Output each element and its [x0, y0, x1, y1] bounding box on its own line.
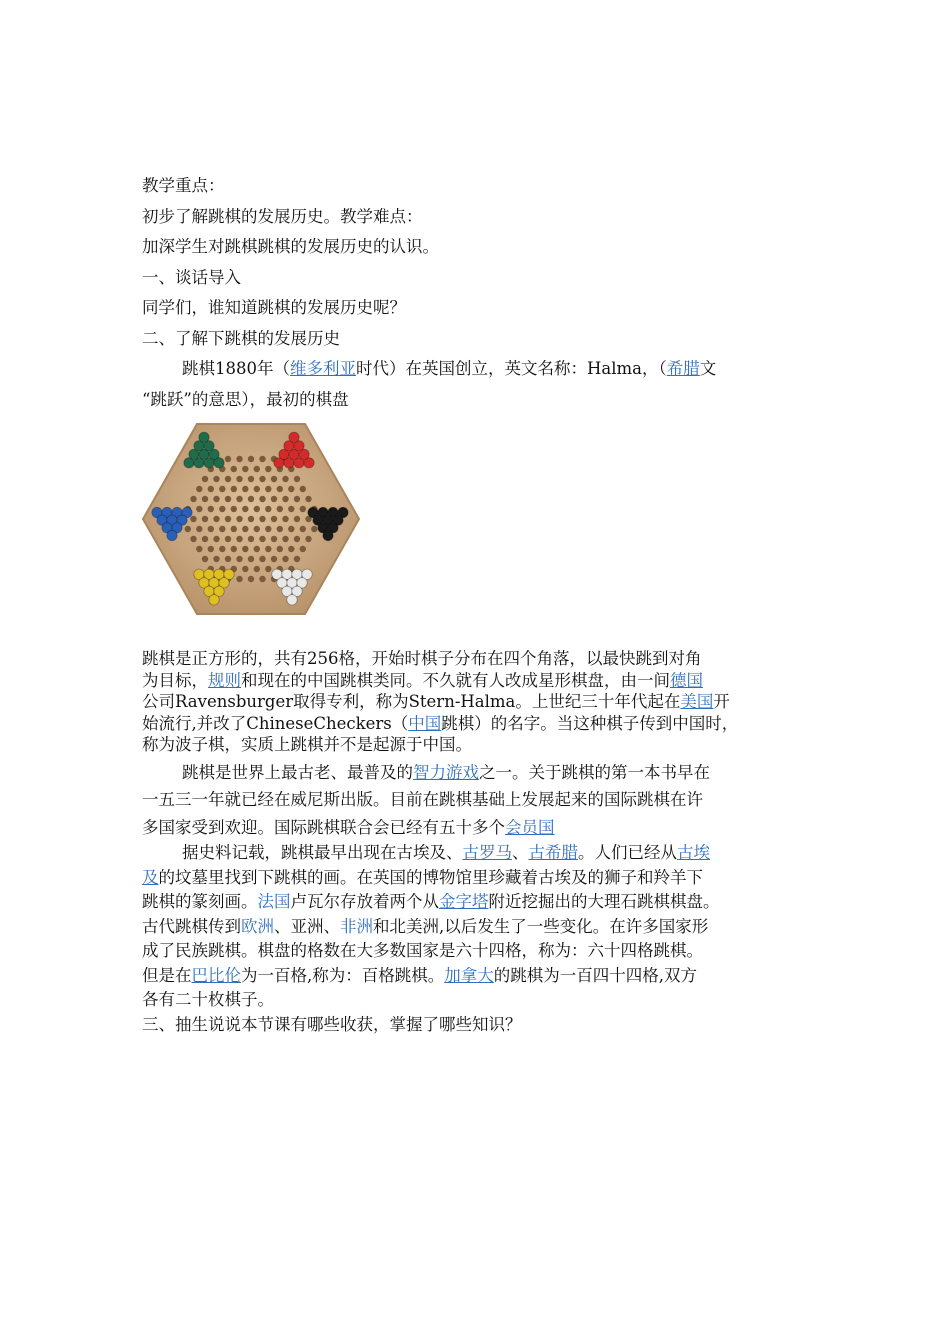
board-hole — [300, 506, 306, 512]
board-hole — [282, 496, 288, 502]
focus-label: 教学重点： — [142, 176, 225, 195]
board-hole — [254, 526, 260, 532]
link-intellectual-games[interactable]: 智力游戏 — [413, 762, 479, 782]
para3-text-b: 、 — [512, 843, 529, 862]
para3-text-m: 的跳棋为一百四十四格,双方 — [493, 965, 697, 985]
board-hole — [277, 546, 283, 552]
board-hole — [277, 526, 283, 532]
board-hole — [213, 476, 219, 482]
board-hole — [294, 476, 300, 482]
para3-line3 — [142, 890, 822, 915]
board-hole — [190, 496, 196, 502]
board-hole — [294, 496, 300, 502]
section2-title: 二、了解下跳棋的发展历史 — [142, 328, 340, 348]
board-hole — [236, 456, 242, 462]
board-hole — [231, 546, 237, 552]
board-hole — [254, 546, 260, 552]
board-hole — [277, 486, 283, 492]
board-hole — [236, 576, 242, 582]
black-piece — [323, 530, 333, 540]
board-hole — [288, 526, 294, 532]
board-hole — [236, 516, 242, 522]
text-africa: 非洲 — [340, 916, 373, 936]
board-hole — [271, 536, 277, 542]
link-babylon[interactable]: 巴比伦 — [191, 965, 241, 985]
red-piece — [289, 432, 299, 442]
board-hole — [213, 496, 219, 502]
para2-line3 — [142, 814, 822, 842]
board-hole — [254, 466, 260, 472]
board-hole — [259, 556, 265, 562]
link-pyramids[interactable]: 金字塔 — [439, 892, 489, 911]
board-hole — [242, 466, 248, 472]
link-usa[interactable]: 美国 — [680, 692, 714, 711]
board-hole — [288, 506, 294, 512]
board-hole — [202, 536, 208, 542]
link-victoria[interactable]: 维多利亚 — [290, 359, 356, 378]
board-hole — [248, 536, 254, 542]
para2-line1 — [142, 759, 822, 787]
board-hole — [202, 516, 208, 522]
para3-text-e: 跳棋的篆刻画。 — [142, 892, 258, 911]
document-body — [142, 171, 822, 1037]
board-hole — [242, 566, 248, 572]
para3-line1 — [142, 841, 822, 866]
para1-line5: 称为波子棋，实质上跳棋并不是起源于中国。 — [142, 735, 472, 754]
section1-question: 同学们，谁知道跳棋的发展历史呢？ — [142, 298, 406, 317]
para1-text-f: 跳棋）的名字。当这种棋子传到中国时， — [441, 713, 739, 733]
board-hole — [208, 506, 214, 512]
intro-line1 — [142, 354, 822, 385]
para3-text-g: 附近挖掘出的大理石跳棋棋盘。 — [488, 892, 720, 911]
link-ancient-egypt-1[interactable]: 古埃 — [677, 843, 710, 862]
board-hole — [202, 496, 208, 502]
board-hole — [248, 476, 254, 482]
para1-text-c: 公司Ravensburger取得专利，称为Stern-Halma。上世纪三十年代起在 — [142, 692, 681, 711]
board-hole — [242, 546, 248, 552]
board-hole — [311, 526, 317, 532]
board-hole — [242, 486, 248, 492]
blue-piece — [167, 530, 177, 540]
board-hole — [248, 516, 254, 522]
green-piece — [199, 432, 209, 442]
board-hole — [236, 536, 242, 542]
board-hole — [225, 476, 231, 482]
board-hole — [294, 516, 300, 522]
board-hole — [225, 516, 231, 522]
text-france: 法国 — [257, 892, 291, 911]
board-hole — [219, 546, 225, 552]
board-hole — [271, 516, 277, 522]
text-europe: 欧洲 — [241, 916, 274, 936]
focus-and-difficulty: 初步了解跳棋的发展历史。教学难点： — [142, 206, 423, 226]
board-hole — [231, 466, 237, 472]
intro-line2: “跳跃”的意思），最初的棋盘 — [142, 389, 349, 409]
board-hole — [190, 516, 196, 522]
board-hole — [225, 536, 231, 542]
para3-line5: 成了民族跳棋。棋盘的格数在大多数国家是六十四格，称为：六十四格跳棋。 — [142, 941, 703, 960]
para2-text-a: 跳棋是世界上最古老、最普及的 — [182, 762, 413, 782]
para3-text-l: 为一百格,称为：百格跳棋。 — [241, 965, 445, 985]
para3-line7: 各有二十枚棋子。 — [142, 990, 274, 1009]
board-hole — [196, 506, 202, 512]
para3-line6 — [142, 964, 822, 989]
para2-text-b: 之一。关于跳棋的第一本书早在 — [479, 762, 710, 782]
section3-title: 三、抽生说说本节课有哪些收获，掌握了哪些知识？ — [142, 1014, 522, 1034]
board-hole — [259, 456, 265, 462]
board-hole — [288, 486, 294, 492]
board-hole — [185, 526, 191, 532]
para1-text-d: 开 — [713, 692, 730, 711]
para3-text-a: 据史料记载，跳棋最早出现在古埃及、 — [182, 843, 463, 862]
board-hole — [259, 576, 265, 582]
link-ancient-egypt-2[interactable]: 及 — [142, 867, 159, 887]
board-hole — [202, 556, 208, 562]
board-hole — [265, 526, 271, 532]
board-hole — [277, 506, 283, 512]
board-hole — [219, 526, 225, 532]
para3-text-i: 、亚洲、 — [274, 916, 340, 936]
board-hole — [282, 516, 288, 522]
para3-text-k: 但是在 — [142, 965, 192, 985]
para2-text-c: 多国家受到欢迎。国际跳棋联合会已经有五十多个 — [142, 817, 505, 837]
para3-text-f: 卢瓦尔存放着两个从 — [290, 892, 439, 911]
difficulty-text: 加深学生对跳棋跳棋的发展历史的认识。 — [142, 237, 439, 256]
board-hole — [282, 556, 288, 562]
board-hole — [231, 506, 237, 512]
link-member-states[interactable]: 会员国 — [505, 817, 555, 837]
board-hole — [208, 546, 214, 552]
intro-text-2: 时代）在英国创立，英文名称：Halma，（ — [356, 359, 667, 378]
link-china[interactable]: 中国 — [408, 713, 442, 733]
board-hole — [213, 536, 219, 542]
board-hole — [219, 486, 225, 492]
para1-line3 — [142, 691, 822, 713]
board-hole — [259, 496, 265, 502]
board-hole — [265, 466, 271, 472]
board-hole — [282, 536, 288, 542]
board-hole — [236, 476, 242, 482]
para1-line2 — [142, 670, 822, 692]
board-hole — [225, 456, 231, 462]
link-ancient-greece[interactable]: 古希腊 — [528, 843, 578, 862]
board-hole — [254, 486, 260, 492]
board-hole — [196, 546, 202, 552]
board-hole — [202, 476, 208, 482]
board-hole — [208, 526, 214, 532]
board-hole — [265, 506, 271, 512]
board-hole — [294, 556, 300, 562]
para1-line1: 跳棋是正方形的，共有256格，开始时棋子分布在四个角落，以最快跳到对角 — [142, 649, 702, 668]
board-hole — [190, 536, 196, 542]
board-hole — [248, 576, 254, 582]
para2-line2: 一五三一年就已经在威尼斯出版。目前在跳棋基础上发展起来的国际跳棋在许 — [142, 790, 703, 809]
board-hole — [265, 546, 271, 552]
board-hole — [305, 536, 311, 542]
chinese-checkers-board-image — [142, 422, 360, 616]
link-ancient-rome[interactable]: 古罗马 — [462, 843, 512, 862]
board-hole — [248, 496, 254, 502]
board-hole — [219, 506, 225, 512]
para1-text-b: 和现在的中国跳棋类同。不久就有人改成星形棋盘，由一间 — [241, 670, 670, 690]
link-rules[interactable]: 规则 — [208, 670, 241, 690]
white-piece — [287, 595, 297, 605]
board-hole — [213, 556, 219, 562]
board-hole — [259, 536, 265, 542]
board-hole — [248, 556, 254, 562]
board-hole — [213, 516, 219, 522]
link-canada[interactable]: 加拿大 — [444, 965, 494, 985]
board-hole — [225, 496, 231, 502]
board-hole — [254, 506, 260, 512]
board-hole — [271, 476, 277, 482]
board-hole — [242, 506, 248, 512]
board-hole — [305, 496, 311, 502]
link-germany[interactable]: 德国 — [670, 670, 703, 690]
board-hole — [208, 486, 214, 492]
board-hole — [259, 516, 265, 522]
board-hole — [271, 556, 277, 562]
yellow-piece — [209, 595, 219, 605]
section1-title: 一、谈话导入 — [142, 267, 241, 287]
board-hole — [196, 526, 202, 532]
board-hole — [300, 486, 306, 492]
para1-text-a: 为目标， — [142, 670, 208, 690]
board-hole — [231, 526, 237, 532]
board-hole — [300, 546, 306, 552]
para3-line2 — [142, 866, 822, 891]
board-hole — [271, 496, 277, 502]
para3-text-c: 。人们已经从 — [578, 843, 677, 862]
board-hole — [236, 556, 242, 562]
board-hole — [196, 486, 202, 492]
link-greece[interactable]: 希腊 — [666, 359, 700, 378]
para3-text-h: 古代跳棋传到 — [142, 916, 241, 936]
board-illustration — [142, 422, 360, 616]
board-hole — [254, 566, 260, 572]
para3-text-d: 的坟墓里找到下跳棋的画。在英国的博物馆里珍藏着古埃及的狮子和羚羊下 — [158, 867, 703, 887]
board-hole — [242, 526, 248, 532]
board-hole — [282, 476, 288, 482]
para3-line4 — [142, 915, 822, 940]
board-hole — [236, 496, 242, 502]
intro-text-1: 跳棋1880年（ — [182, 359, 290, 378]
intro-text-3: 文 — [699, 359, 717, 378]
para1-line4 — [142, 713, 822, 735]
para3-text-j: 和北美洲,以后发生了一些变化。在许多国家形 — [373, 916, 709, 936]
board-hole — [294, 536, 300, 542]
board-hole — [231, 486, 237, 492]
board-hole — [259, 476, 265, 482]
board-hole — [248, 456, 254, 462]
board-hole — [265, 486, 271, 492]
board-hole — [300, 526, 306, 532]
para1-text-e: 始流行,并改了ChineseCheckers（ — [142, 713, 409, 733]
board-hole — [288, 546, 294, 552]
board-hole — [225, 556, 231, 562]
board-hole — [265, 566, 271, 572]
